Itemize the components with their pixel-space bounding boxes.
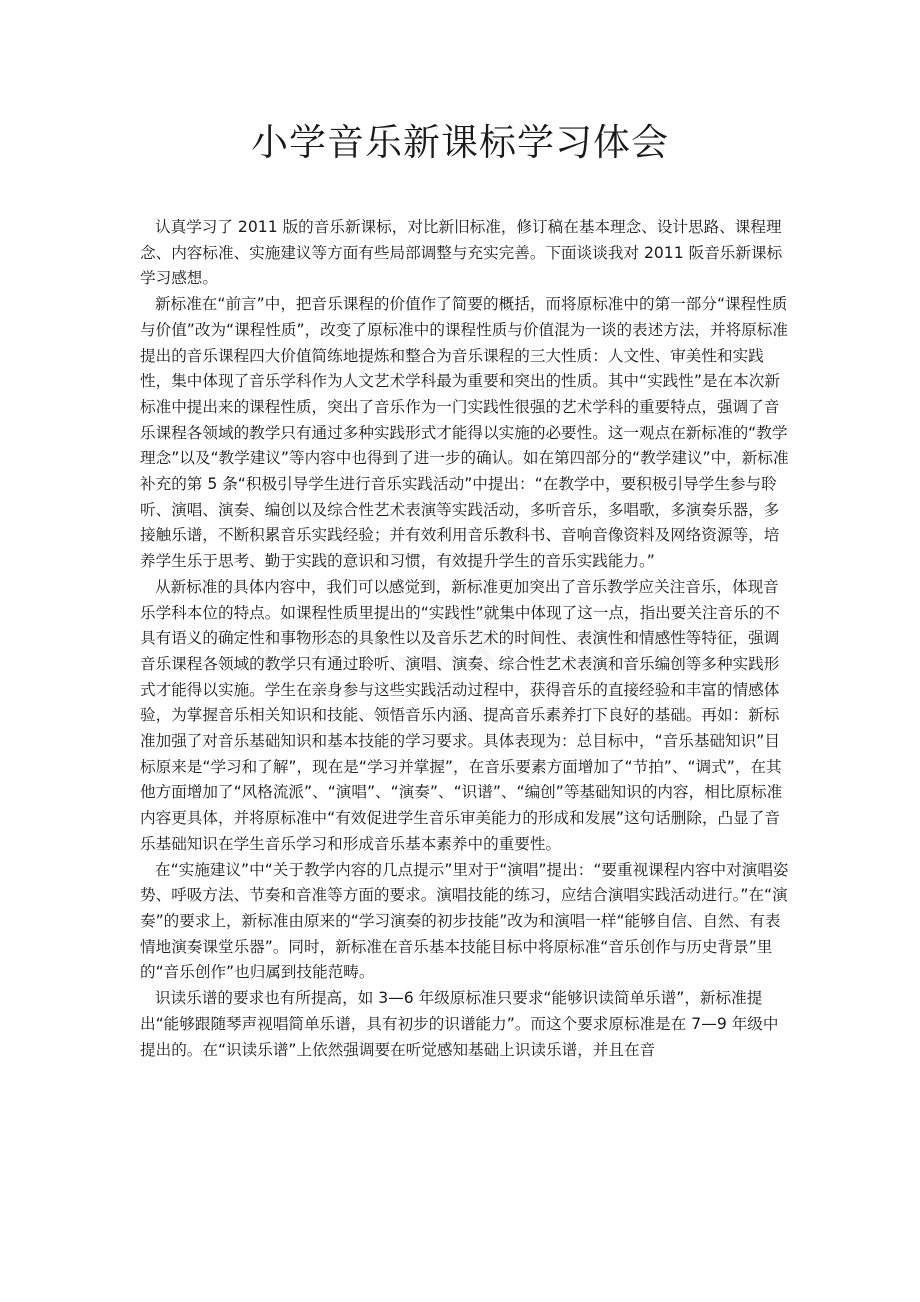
paragraph-5: 识读乐谱的要求也有所提高，如 3—6 年级原标准只要求“能够识读简单乐谱”，新标准提出“能够跟随琴声视唱简单乐谱，具有初步的识谱能力”。而这个要求原标准是在 7—9 年级中提出的。在“识读乐谱”上依然强调要在听觉感知基础上识读乐谱，并且在音: [140, 989, 779, 1059]
paragraph-4: 在“实施建议”中“关于教学内容的几点提示”里对于“演唱”提出：“要重视课程内容中对演唱姿势、呼吸方法、节奏和音准等方面的要求。演唱技能的练习，应结合演唱实践活动进行。”在“演奏”的要求上，新标准由原来的“学习演奏的初步技能”改为和演唱一样“能够自信、自然、有表情地演奏课堂乐器”。同时，新标准在音乐基本技能目标中将原标准“音乐创作与历史背景”里的“音乐创作”也归属到技能范畴。: [140, 860, 789, 982]
page-title: 小学音乐新课标学习体会: [251, 121, 669, 164]
paragraph-3: 从新标准的具体内容中，我们可以感觉到，新标准更加突出了音乐教学应关注音乐，体现音乐学科本位的特点。如课程性质里提出的“实践性”就集中体现了这一点，指出要关注音乐的不具有语义的确定性和事物形态的具象性以及音乐艺术的时间性、表演性和情感性等特征，强调音乐课程各领域的教学只有通过聆听、演唱、演奏、综合性艺术表演和音乐编创等多种实践形式才能得以实施。学生在亲身参与这些实践活动过程中，获得音乐的直接经验和丰富的情感体验，为掌握音乐相关知识和技能、领悟音乐内涵、提高音乐素养打下良好的基础。再如：新标准加强了对音乐基础知识和基本技能的学习要求。具体表现为：总目标中，“音乐基础知识”目标原来是“学习和了解”，现在是“学习并掌握”，在音乐要素方面增加了“节拍”、“调式”，在其他方面增加了“风格流派”、“演唱”、“演奏”、“识谱”、“编创”等基础知识的内容，相比原标准内容更具体，并将原标准中“有效促进学生音乐审美能力的形成和发展”这句话删除，凸显了音乐基础知识在学生音乐学习和形成音乐基本素养中的重要性。: [140, 577, 783, 853]
paragraph-1: 认真学习了 2011 版的音乐新课标，对比新旧标准，修订稿在基本理念、设计思路、课程理念、内容标准、实施建议等方面有些局部调整与充实完善。下面谈谈我对 2011 阪音乐新课标学习感想。: [140, 218, 783, 288]
document-body: [140, 215, 792, 1063]
paragraph-2: 新标准在“前言”中，把音乐课程的价值作了简要的概括，而将原标准中的第一部分“课程性质与价值”改为“课程性质”，改变了原标准中的课程性质与价值混为一谈的表述方法，并将原标准提出的音乐课程四大价值简练地提炼和整合为音乐课程的三大性质：人文性、审美性和实践性，集中体现了音乐学科作为人文艺术学科最为重要和突出的性质。其中“实践性”是在本次新标准中提出来的课程性质，突出了音乐作为一门实践性很强的艺术学科的重要特点，强调了音乐课程各领域的教学只有通过多种实践形式才能得以实施的必要性。这一观点在新标准的“教学理念”以及“教学建议”等内容中也得到了进一步的确认。如在第四部分的“教学建议”中，新标准补充的第 5 条“积极引导学生进行音乐实践活动”中提出：“在教学中，要积极引导学生参与聆听、演唱、演奏、编创以及综合性艺术表演等实践活动，多听音乐，多唱歌，多演奏乐器，多接触乐谱，不断积累音乐实践经验；并有效利用音乐教科书、音响音像资料及网络资源等，培养学生乐于思考、勤于实践的意识和习惯，有效提升学生的音乐实践能力。”: [140, 295, 789, 571]
